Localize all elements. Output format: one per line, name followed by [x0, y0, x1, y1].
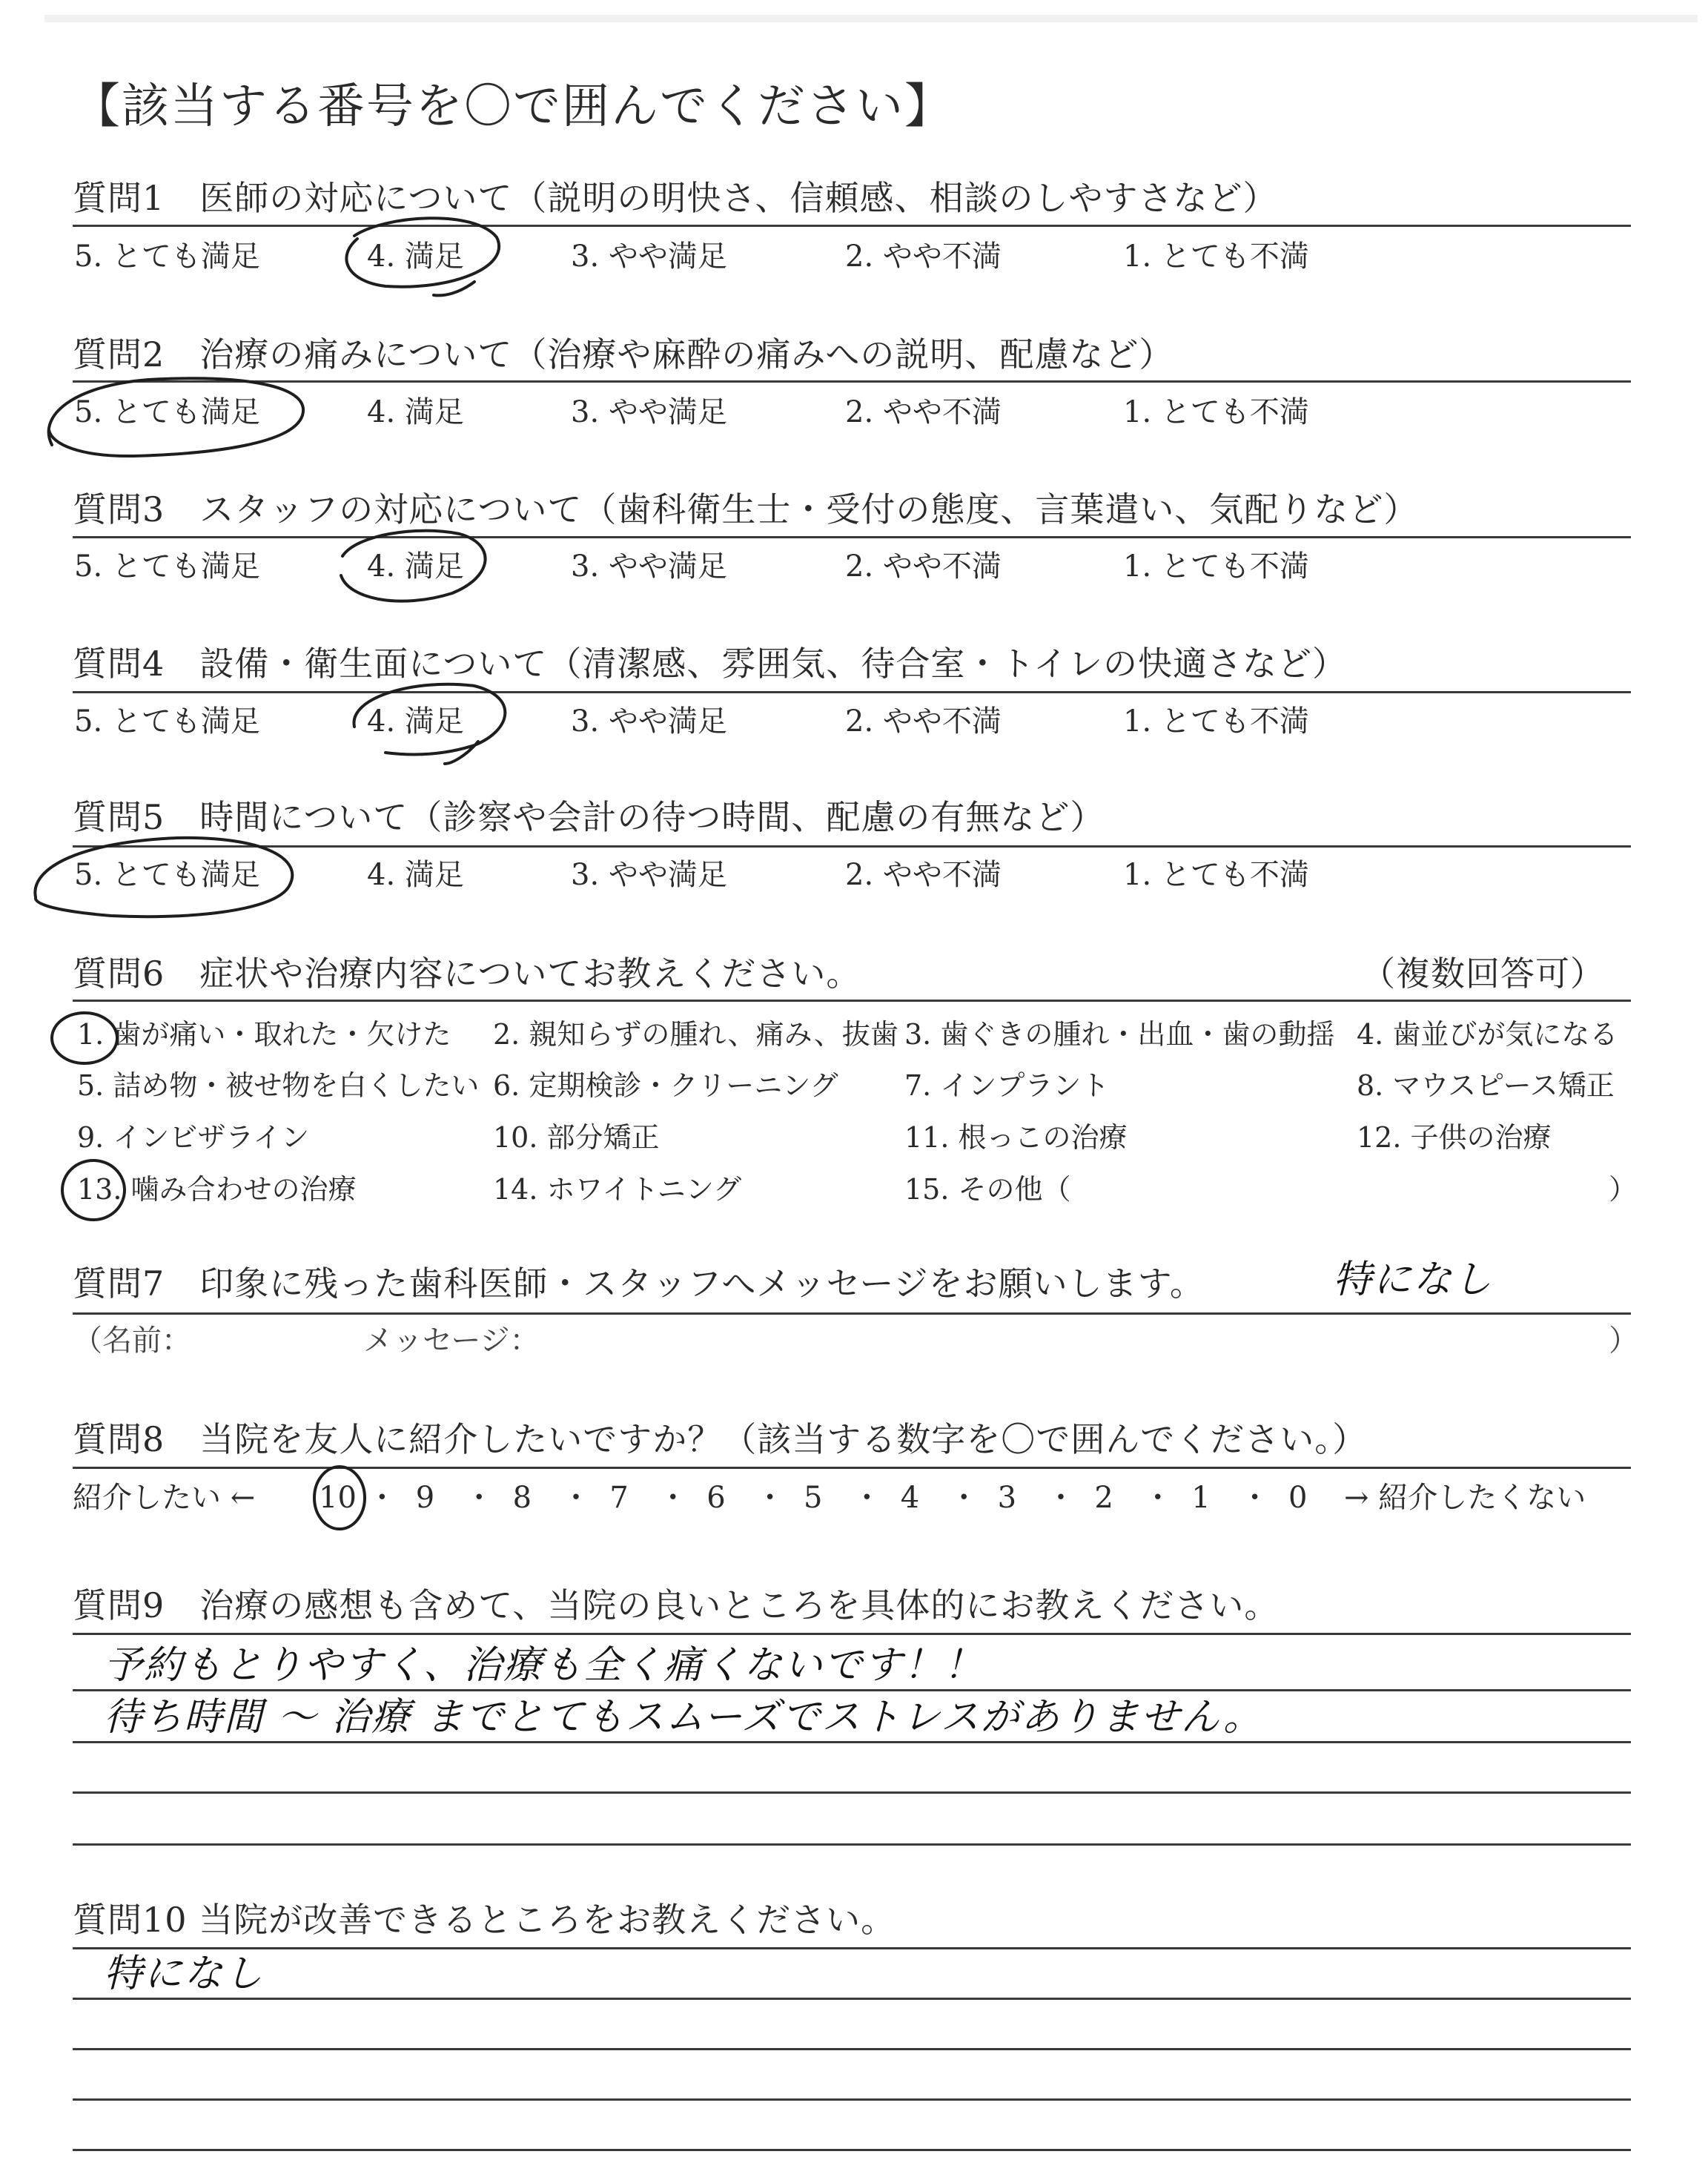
- q8-scale-separator: ・: [367, 1481, 397, 1515]
- q1-option-5[interactable]: 5. とても満足: [74, 240, 260, 274]
- q2-option-2[interactable]: 2. やや不満: [845, 395, 1002, 429]
- q1-option-4[interactable]: 4. 満足: [367, 240, 464, 274]
- q4-option-4[interactable]: 4. 満足: [367, 704, 464, 739]
- q8-scale-number-1[interactable]: 1: [1191, 1481, 1211, 1515]
- question-1-rule: [73, 225, 1631, 227]
- q8-scale-separator: ・: [1046, 1481, 1076, 1515]
- q8-scale-number-6[interactable]: 6: [706, 1481, 726, 1515]
- q8-scale-number-0[interactable]: 0: [1288, 1481, 1308, 1515]
- q10-line-4: [73, 2098, 1631, 2101]
- q6-option-1[interactable]: 1. 歯が痛い・取れた・欠けた: [77, 1018, 451, 1051]
- q4-option-2[interactable]: 2. やや不満: [845, 704, 1002, 739]
- q8-scale-number-4[interactable]: 4: [900, 1481, 920, 1515]
- scan-top-edge: [44, 15, 1698, 22]
- q6-option-5[interactable]: 5. 詰め物・被せ物を白くしたい: [77, 1069, 480, 1102]
- q8-scale-number-2[interactable]: 2: [1094, 1481, 1113, 1515]
- question-8-heading: 質問8 当院を友人に紹介したいですか？（該当する数字を〇で囲んでください。）: [73, 1419, 1368, 1459]
- q8-scale-number-5[interactable]: 5: [804, 1481, 823, 1515]
- q6-option-15[interactable]: 15. その他（: [904, 1173, 1071, 1206]
- q1-option-2[interactable]: 2. やや不満: [845, 240, 1002, 274]
- q10-line-2: [73, 1998, 1631, 2000]
- page-title: 【該当する番号を〇で囲んでください】: [73, 79, 953, 134]
- question-1-heading: 質問1 医師の対応について（説明の明快さ、信頼感、相談のしやすさなど）: [73, 178, 1278, 218]
- q6-option-12[interactable]: 12. 子供の治療: [1357, 1121, 1552, 1154]
- q8-scale-separator: ・: [1142, 1481, 1173, 1515]
- q10-line-1: [73, 1947, 1631, 1949]
- q9-answer-line-2: 待ち時間 ～ 治療 までとてもスムーズでストレスがありません。: [104, 1695, 1263, 1740]
- q5-option-3[interactable]: 3. やや満足: [571, 858, 727, 892]
- question-10-heading: 質問10 当院が改善できるところをお教えください。: [73, 1900, 896, 1940]
- q6-option-8[interactable]: 8. マウスピース矯正: [1357, 1069, 1615, 1102]
- q5-option-4[interactable]: 4. 満足: [367, 858, 464, 892]
- q8-scale-number-9[interactable]: 9: [415, 1481, 435, 1515]
- question-5-heading: 質問5 時間について（診察や会計の待つ時間、配慮の有無など）: [73, 797, 1105, 837]
- question-2-heading: 質問2 治療の痛みについて（治療や麻酔の痛みへの説明、配慮など）: [73, 334, 1174, 374]
- q9-answer-line-1: 予約もとりやすく、治療も全く痛くないです！！: [104, 1643, 984, 1688]
- q5-option-1[interactable]: 1. とても不満: [1123, 858, 1309, 892]
- q10-line-3: [73, 2048, 1631, 2050]
- question-5-rule: [73, 845, 1631, 848]
- q3-option-2[interactable]: 2. やや不満: [845, 549, 1002, 584]
- q8-scale-separator: ・: [1239, 1481, 1270, 1515]
- question-7-heading: 質問7 印象に残った歯科医師・スタッフへメッセージをお願いします。: [73, 1264, 1205, 1304]
- question-3-heading: 質問3 スタッフの対応について（歯科衛生士・受付の態度、言葉遣い、気配りなど）: [73, 489, 1419, 529]
- q2-option-5[interactable]: 5. とても満足: [74, 395, 260, 429]
- q6-option-2[interactable]: 2. 親知らずの腫れ、痛み、抜歯: [493, 1018, 898, 1051]
- q9-line-4: [73, 1791, 1631, 1794]
- q3-option-3[interactable]: 3. やや満足: [571, 549, 727, 584]
- q1-option-3[interactable]: 3. やや満足: [571, 240, 727, 274]
- q9-line-1: [73, 1633, 1631, 1635]
- q4-option-1[interactable]: 1. とても不満: [1123, 704, 1309, 739]
- q2-option-4[interactable]: 4. 満足: [367, 395, 464, 429]
- q8-scale-number-3[interactable]: 3: [997, 1481, 1017, 1515]
- q7-close-paren: ）: [1609, 1324, 1638, 1358]
- q5-option-5[interactable]: 5. とても満足: [74, 858, 260, 892]
- q8-scale-number-7[interactable]: 7: [609, 1481, 629, 1515]
- q6-option-11[interactable]: 11. 根っこの治療: [904, 1121, 1128, 1154]
- q8-scale-separator: ・: [755, 1481, 785, 1515]
- question-6-heading: 質問6 症状や治療内容についてお教えください。: [73, 954, 861, 994]
- q8-scale-separator: ・: [464, 1481, 494, 1515]
- question-6-note: （複数回答可）: [1361, 954, 1605, 994]
- q9-line-5: [73, 1843, 1631, 1846]
- q6-option-14[interactable]: 14. ホワイトニング: [493, 1173, 742, 1206]
- q6-option-10[interactable]: 10. 部分矯正: [493, 1121, 660, 1154]
- q6-option-9[interactable]: 9. インビザライン: [77, 1121, 310, 1154]
- q6-option-3[interactable]: 3. 歯ぐきの腫れ・出血・歯の動揺: [904, 1018, 1335, 1051]
- question-9-heading: 質問9 治療の感想も含めて、当院の良いところを具体的にお教えください。: [73, 1585, 1280, 1625]
- q9-line-2: [73, 1689, 1631, 1691]
- q6-option-13[interactable]: 13. 噛み合わせの治療: [77, 1173, 357, 1206]
- q6-option-4[interactable]: 4. 歯並びが気になる: [1357, 1018, 1618, 1051]
- q4-option-5[interactable]: 5. とても満足: [74, 704, 260, 739]
- question-2-rule: [73, 380, 1631, 383]
- question-4-heading: 質問4 設備・衛生面について（清潔感、雰囲気、待合室・トイレの快適さなど）: [73, 644, 1348, 684]
- q7-message-label: メッセージ：: [363, 1324, 540, 1358]
- q3-option-1[interactable]: 1. とても不満: [1123, 549, 1309, 584]
- q8-scale-number-10[interactable]: 10: [319, 1481, 357, 1515]
- question-8-rule: [73, 1467, 1631, 1469]
- q4-option-3[interactable]: 3. やや満足: [571, 704, 727, 739]
- q7-name-label: （名前：: [73, 1324, 191, 1358]
- question-3-rule: [73, 536, 1631, 538]
- q2-option-3[interactable]: 3. やや満足: [571, 395, 727, 429]
- q8-left-label: 紹介したい ←: [73, 1481, 256, 1515]
- q10-handwritten-answer: 特になし: [104, 1952, 265, 1996]
- q6-option-6[interactable]: 6. 定期検診・クリーニング: [493, 1069, 838, 1102]
- q8-right-label: → 紹介したくない: [1344, 1481, 1586, 1515]
- q6-option-7[interactable]: 7. インプラント: [904, 1069, 1110, 1102]
- q8-scale-separator: ・: [658, 1481, 688, 1515]
- q8-scale-separator: ・: [852, 1481, 882, 1515]
- q9-line-3: [73, 1741, 1631, 1743]
- q10-line-5: [73, 2149, 1631, 2151]
- question-7-rule: [73, 1312, 1631, 1315]
- question-6-rule: [73, 1000, 1631, 1002]
- q8-scale-separator: ・: [561, 1481, 591, 1515]
- question-4-rule: [73, 691, 1631, 693]
- q3-option-4[interactable]: 4. 満足: [367, 549, 464, 584]
- q5-option-2[interactable]: 2. やや不満: [845, 858, 1002, 892]
- q3-option-5[interactable]: 5. とても満足: [74, 549, 260, 584]
- q1-option-1[interactable]: 1. とても不満: [1123, 240, 1309, 274]
- q2-option-1[interactable]: 1. とても不満: [1123, 395, 1309, 429]
- q6-option-15-close: ）: [1609, 1173, 1638, 1206]
- q7-handwritten-answer: 特になし: [1333, 1258, 1494, 1302]
- q8-scale-separator: ・: [949, 1481, 979, 1515]
- q8-scale-number-8[interactable]: 8: [512, 1481, 532, 1515]
